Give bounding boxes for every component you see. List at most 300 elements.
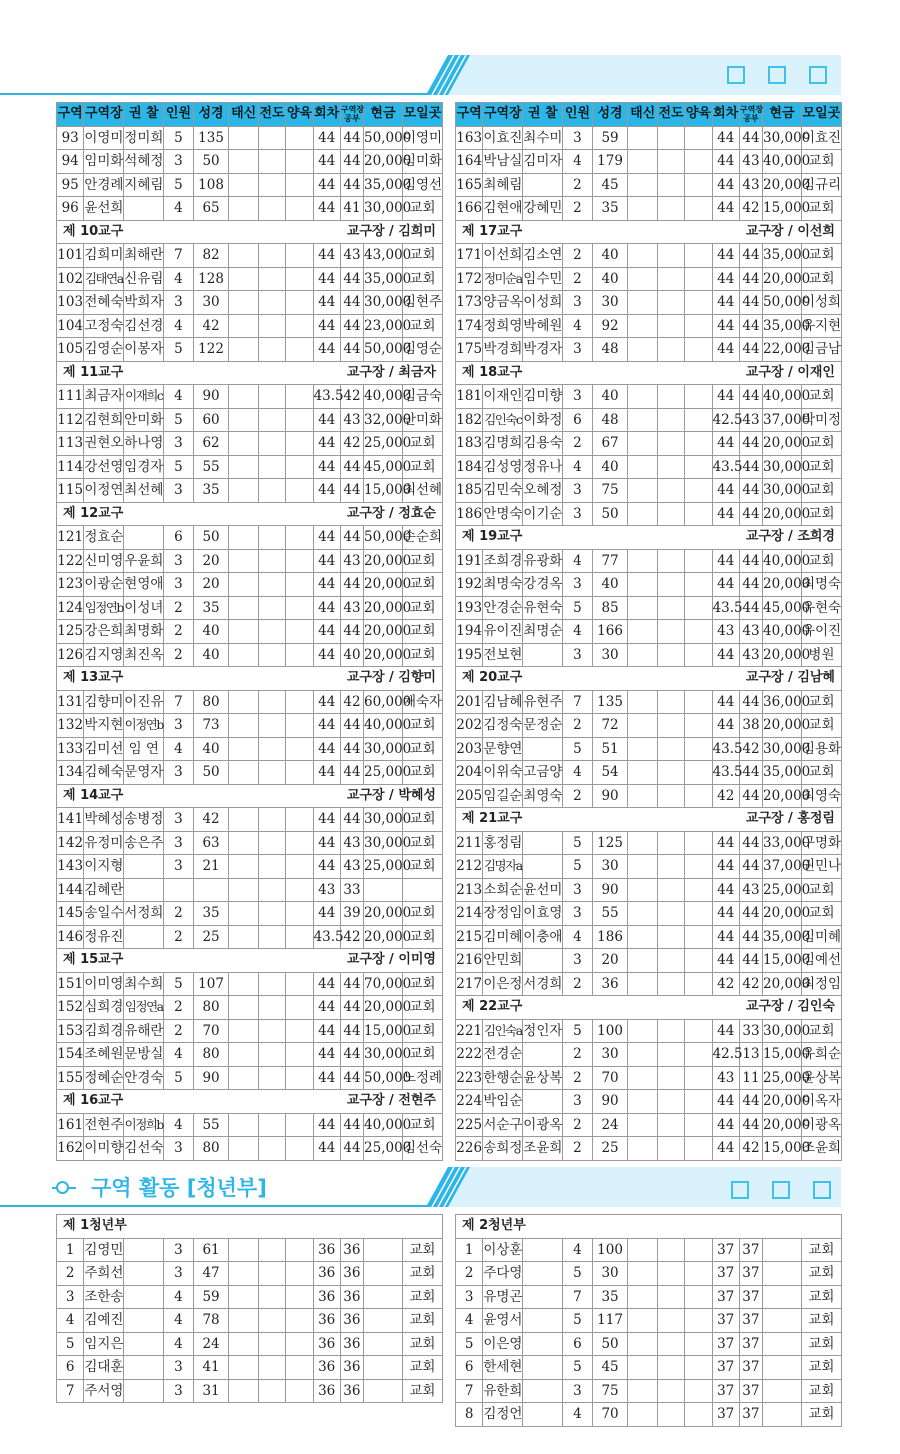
cell-members: 4 — [164, 197, 193, 221]
cell-offering: 20,000 — [364, 596, 403, 620]
cell-study: 44 — [739, 455, 762, 479]
section-row — [456, 526, 842, 550]
cell-district: 203 — [456, 737, 483, 761]
cell-leader: 소희순 — [483, 878, 523, 902]
cell-t — [229, 620, 258, 644]
cell-t — [229, 690, 258, 714]
cell-offering: 35,000 — [763, 761, 802, 785]
cell-leader: 박혜성 — [84, 808, 124, 832]
youth-right-column — [455, 1214, 842, 1427]
cell-t — [229, 1113, 258, 1137]
cell-leader: 김현희 — [84, 408, 124, 432]
cell-bible: 61 — [193, 1238, 229, 1262]
cell-study: 37 — [739, 1262, 762, 1286]
cell-venue: 교회 — [402, 1309, 442, 1333]
cell-offering: 40,000 — [364, 714, 403, 738]
cell-nurture — [685, 1066, 712, 1090]
cell-helper: 유현숙 — [523, 596, 563, 620]
cell-members: 3 — [563, 338, 592, 362]
table-row — [456, 714, 842, 738]
cell-district: 2 — [57, 1262, 84, 1286]
cell-leader: 김미선 — [84, 737, 124, 761]
cell-session: 44 — [313, 1066, 340, 1090]
cell-bible: 30 — [592, 1043, 628, 1067]
cell-t — [628, 714, 657, 738]
cell-t — [229, 173, 258, 197]
cell-district: 212 — [456, 855, 483, 879]
cell-offering: 30,000 — [364, 291, 403, 315]
cell-helper: 최수미 — [523, 126, 563, 150]
cell-leader: 주서영 — [84, 1379, 124, 1403]
cell-bible: 50 — [592, 502, 628, 526]
cell-helper: 이성희 — [523, 291, 563, 315]
cell-offering — [363, 1309, 402, 1333]
cell-bible: 117 — [592, 1309, 628, 1333]
cell-helper — [124, 1285, 164, 1309]
cell-session: 36 — [313, 1379, 340, 1403]
cell-session: 42 — [712, 784, 739, 808]
cell-members: 3 — [563, 902, 592, 926]
table-row — [57, 855, 443, 879]
cell-venue: 교회 — [402, 831, 442, 855]
right-column — [455, 102, 842, 1161]
table-row — [57, 1137, 443, 1161]
cell-helper — [124, 1332, 164, 1356]
cell-helper: 김소연 — [523, 244, 563, 268]
cell-offering: 20,000 — [763, 902, 802, 926]
cell-bible: 35 — [193, 479, 229, 503]
cell-district: 191 — [456, 549, 483, 573]
cell-session: 37 — [712, 1285, 739, 1309]
cell-leader: 유명곤 — [483, 1285, 523, 1309]
cell-bible: 70 — [193, 1019, 229, 1043]
cell-study: 42 — [340, 432, 363, 456]
cell-session: 44 — [712, 291, 739, 315]
cell-offering: 30,000 — [763, 455, 802, 479]
cell-bible: 90 — [193, 385, 229, 409]
table-row — [57, 761, 443, 785]
cell-helper: 안미화 — [124, 408, 164, 432]
cell-session: 44 — [712, 338, 739, 362]
cell-t — [229, 432, 258, 456]
cell-district: 113 — [57, 432, 84, 456]
cell-offering — [762, 1262, 801, 1286]
cell-nurture — [685, 1043, 712, 1067]
section-chief: 교구장 / 이선희 — [745, 223, 835, 239]
section-row — [57, 361, 443, 385]
cell-members: 3 — [563, 1379, 592, 1403]
cell-leader: 서순구 — [483, 1113, 523, 1137]
cell-leader: 한세현 — [483, 1356, 523, 1380]
cell-venue: 교회 — [801, 1238, 841, 1262]
cell-nurture — [685, 925, 712, 949]
cell-helper: 신유림 — [124, 267, 164, 291]
cell-district: 193 — [456, 596, 483, 620]
cell-bible: 21 — [193, 855, 229, 879]
cell-leader: 안민희 — [483, 949, 523, 973]
table-row — [57, 1332, 443, 1356]
cell-leader: 이은영 — [483, 1332, 523, 1356]
table-row — [456, 761, 842, 785]
cell-offering: 15,000 — [763, 949, 802, 973]
cell-venue: 교회 — [801, 267, 841, 291]
cell-district: 186 — [456, 502, 483, 526]
cell-leader: 박남실 — [483, 150, 523, 174]
cell-offering — [363, 1332, 402, 1356]
cell-district: 131 — [57, 690, 84, 714]
cell-leader: 김향미 — [84, 690, 124, 714]
cell-session: 42.5 — [712, 1043, 739, 1067]
cell-session: 43 — [712, 1066, 739, 1090]
cell-session: 44 — [712, 549, 739, 573]
cell-bible: 67 — [592, 432, 628, 456]
cell-leader: 강선영 — [84, 455, 124, 479]
cell-evangelism — [258, 408, 285, 432]
cell-helper: 이효영 — [523, 902, 563, 926]
section-row — [456, 1215, 842, 1239]
cell-leader: 정미순a — [483, 267, 523, 291]
cell-t — [628, 831, 657, 855]
cell-members: 3 — [563, 949, 592, 973]
cell-venue: 병원 — [801, 643, 841, 667]
cell-study: 43 — [739, 408, 762, 432]
cell-t — [229, 761, 258, 785]
cell-offering: 20,000 — [763, 173, 802, 197]
cell-offering: 20,000 — [763, 432, 802, 456]
cell-evangelism — [258, 1332, 285, 1356]
cell-evangelism — [258, 314, 285, 338]
cell-session: 43.5 — [712, 761, 739, 785]
cell-nurture — [685, 408, 712, 432]
cell-leader: 전경순 — [483, 1043, 523, 1067]
header-members: 인원 — [164, 103, 193, 127]
cell-t — [628, 1379, 657, 1403]
cell-bible: 59 — [592, 126, 628, 150]
cell-study: 44 — [340, 761, 363, 785]
cell-session: 43.5 — [712, 737, 739, 761]
cell-offering: 20,000 — [364, 996, 403, 1020]
cell-bible: 82 — [193, 244, 229, 268]
cell-t — [628, 338, 657, 362]
cell-session: 36 — [313, 1262, 340, 1286]
section-row — [57, 784, 443, 808]
cell-leader: 주다영 — [483, 1262, 523, 1286]
cell-study: 44 — [340, 338, 363, 362]
cell-evangelism — [258, 338, 285, 362]
cell-bible: 90 — [193, 1066, 229, 1090]
cell-venue: 김규리 — [801, 173, 841, 197]
cell-venue: 교회 — [402, 902, 442, 926]
cell-members: 4 — [563, 314, 592, 338]
table-row — [57, 1238, 443, 1262]
cell-evangelism — [657, 690, 684, 714]
cell-evangelism — [258, 1262, 285, 1286]
cell-leader: 전현주 — [84, 1113, 124, 1137]
cell-evangelism — [657, 596, 684, 620]
cell-offering: 30,000 — [763, 126, 802, 150]
cell-leader: 조혜원 — [84, 1043, 124, 1067]
cell-study: 44 — [340, 996, 363, 1020]
cell-offering — [762, 1309, 801, 1333]
cell-leader: 김미혜 — [483, 925, 523, 949]
cell-t — [229, 643, 258, 667]
cell-helper: 임정연a — [124, 996, 164, 1020]
cell-district: 174 — [456, 314, 483, 338]
cell-district: 93 — [57, 126, 84, 150]
cell-nurture — [685, 1332, 712, 1356]
square-icon — [727, 66, 745, 84]
cell-study: 44 — [739, 784, 762, 808]
table-row — [57, 549, 443, 573]
cell-bible: 24 — [592, 1113, 628, 1137]
cell-evangelism — [657, 1137, 684, 1161]
cell-venue: 교회 — [402, 573, 442, 597]
cell-leader: 이정연 — [84, 479, 124, 503]
cell-leader: 양금옥 — [483, 291, 523, 315]
cell-t — [628, 197, 657, 221]
cell-session: 44 — [313, 737, 340, 761]
cell-venue: 교회 — [801, 1356, 841, 1380]
cell-offering: 25,000 — [763, 878, 802, 902]
cell-evangelism — [657, 972, 684, 996]
table-row — [57, 1285, 443, 1309]
cell-bible: 30 — [592, 291, 628, 315]
cell-leader: 김민숙 — [483, 479, 523, 503]
cell-venue: 이광옥 — [801, 1113, 841, 1137]
cell-t — [628, 408, 657, 432]
cell-evangelism — [657, 291, 684, 315]
cell-offering — [762, 1403, 801, 1427]
cell-leader: 김희경 — [84, 1019, 124, 1043]
band-stripes — [420, 55, 480, 95]
cell-offering: 15,000 — [763, 1137, 802, 1161]
cell-members: 4 — [164, 267, 193, 291]
cell-offering: 30,000 — [364, 1043, 403, 1067]
cell-helper: 이충애 — [523, 925, 563, 949]
cell-t — [628, 855, 657, 879]
cell-study: 44 — [739, 126, 762, 150]
section-title — [57, 502, 443, 526]
cell-helper — [523, 1043, 563, 1067]
cell-members: 3 — [164, 479, 193, 503]
cell-nurture — [685, 573, 712, 597]
cell-district: 154 — [57, 1043, 84, 1067]
cell-offering: 35,000 — [763, 925, 802, 949]
cell-venue: 교회 — [402, 996, 442, 1020]
cell-venue: 채숙자 — [402, 690, 442, 714]
cell-district: 5 — [456, 1332, 483, 1356]
cell-nurture — [685, 1309, 712, 1333]
cell-offering: 35,000 — [364, 173, 403, 197]
bullet-icon — [56, 1181, 69, 1194]
cell-session: 44 — [313, 972, 340, 996]
cell-evangelism — [258, 455, 285, 479]
cell-helper: 윤선미 — [523, 878, 563, 902]
cell-t — [229, 385, 258, 409]
cell-offering: 30,000 — [364, 737, 403, 761]
cell-study: 44 — [739, 244, 762, 268]
cell-nurture — [685, 455, 712, 479]
section-row — [57, 502, 443, 526]
cell-study: 44 — [340, 173, 363, 197]
cell-t — [628, 314, 657, 338]
cell-district: 3 — [57, 1285, 84, 1309]
section-title — [456, 220, 842, 244]
cell-evangelism — [657, 1309, 684, 1333]
cell-t — [229, 808, 258, 832]
cell-session: 37 — [712, 1238, 739, 1262]
cell-bible: 35 — [592, 1285, 628, 1309]
cell-members: 6 — [563, 408, 592, 432]
cell-leader: 박지현 — [84, 714, 124, 738]
cell-venue: 김영순 — [402, 338, 442, 362]
cell-district: 7 — [57, 1379, 84, 1403]
cell-nurture — [685, 1403, 712, 1427]
cell-evangelism — [258, 1356, 285, 1380]
cell-t — [628, 620, 657, 644]
cell-session: 44 — [712, 902, 739, 926]
cell-t — [628, 1019, 657, 1043]
cell-bible: 60 — [193, 408, 229, 432]
cell-session: 44 — [712, 714, 739, 738]
youth-left-column — [56, 1214, 443, 1403]
section-chief: 교구장 / 이미영 — [346, 952, 436, 967]
cell-district: 134 — [57, 761, 84, 785]
cell-helper: 송은주 — [124, 831, 164, 855]
header-t: 태신 — [229, 103, 258, 127]
cell-study: 44 — [340, 620, 363, 644]
cell-session: 44 — [313, 150, 340, 174]
section-chief: 교구장 / 박혜성 — [346, 787, 436, 803]
cell-t — [628, 1238, 657, 1262]
cell-leader: 김정숙 — [483, 714, 523, 738]
cell-nurture — [286, 996, 313, 1020]
cell-evangelism — [657, 173, 684, 197]
cell-nurture — [286, 126, 313, 150]
cell-session: 44 — [313, 1137, 340, 1161]
cell-helper — [124, 1262, 164, 1286]
table-row — [57, 150, 443, 174]
section-name: 제 18교구 — [462, 364, 523, 380]
cell-offering: 25,000 — [364, 432, 403, 456]
cell-members: 6 — [164, 526, 193, 550]
cell-members: 2 — [164, 620, 193, 644]
cell-members: 4 — [563, 761, 592, 785]
cell-bible: 42 — [193, 808, 229, 832]
cell-venue: 교회 — [402, 761, 442, 785]
cell-members: 2 — [164, 596, 193, 620]
cell-offering: 15,000 — [364, 479, 403, 503]
cell-members: 5 — [563, 1019, 592, 1043]
cell-leader: 유이진 — [483, 620, 523, 644]
cell-venue: 교회 — [402, 244, 442, 268]
cell-session: 36 — [313, 1285, 340, 1309]
cell-study: 44 — [739, 925, 762, 949]
cell-study: 38 — [739, 714, 762, 738]
table-row — [57, 526, 443, 550]
cell-session: 44 — [712, 690, 739, 714]
cell-session: 44 — [712, 831, 739, 855]
cell-members: 2 — [563, 714, 592, 738]
cell-evangelism — [258, 1379, 285, 1403]
cell-venue: 교회 — [801, 150, 841, 174]
cell-evangelism — [657, 1332, 684, 1356]
cell-evangelism — [258, 714, 285, 738]
table-row — [57, 690, 443, 714]
cell-study: 44 — [739, 314, 762, 338]
header-leader: 구역장 — [483, 103, 523, 127]
cell-members: 2 — [563, 432, 592, 456]
cell-session: 44 — [712, 267, 739, 291]
cell-members: 7 — [563, 1285, 592, 1309]
cell-helper: 박혜원 — [523, 314, 563, 338]
cell-venue: 임미화 — [402, 150, 442, 174]
cell-leader: 이효진 — [483, 126, 523, 150]
section-chief: 교구장 / 김남혜 — [745, 670, 835, 685]
cell-evangelism — [258, 1238, 285, 1262]
table-row — [456, 1332, 842, 1356]
cell-offering — [363, 1379, 402, 1403]
square-icon — [731, 1181, 749, 1199]
cell-t — [229, 878, 258, 902]
cell-helper: 고금양 — [523, 761, 563, 785]
cell-helper: 최진옥 — [124, 643, 164, 667]
cell-members: 5 — [563, 1356, 592, 1380]
header-leader: 구역장 — [84, 103, 124, 127]
cell-session: 43 — [313, 878, 340, 902]
cell-evangelism — [657, 338, 684, 362]
table-row — [57, 972, 443, 996]
cell-session: 44 — [313, 314, 340, 338]
table-row — [57, 479, 443, 503]
cell-offering: 20,000 — [763, 1113, 802, 1137]
cell-evangelism — [657, 244, 684, 268]
cell-nurture — [685, 267, 712, 291]
youth-title — [56, 1172, 267, 1202]
cell-evangelism — [258, 925, 285, 949]
cell-t — [628, 267, 657, 291]
cell-study: 36 — [340, 1356, 363, 1380]
section-chief: 교구장 / 이재인 — [745, 364, 835, 380]
cell-helper: 문방실 — [124, 1043, 164, 1067]
table-row — [57, 291, 443, 315]
cell-session: 44 — [313, 996, 340, 1020]
cell-t — [229, 267, 258, 291]
cell-offering: 50,000 — [763, 291, 802, 315]
cell-t — [628, 949, 657, 973]
cell-members: 2 — [563, 244, 592, 268]
cell-venue: 최정임 — [801, 972, 841, 996]
cell-bible: 62 — [193, 432, 229, 456]
cell-members: 5 — [164, 173, 193, 197]
cell-offering: 40,000 — [763, 549, 802, 573]
cell-leader: 이상훈 — [483, 1238, 523, 1262]
cell-district: 201 — [456, 690, 483, 714]
cell-nurture — [286, 1285, 313, 1309]
cell-nurture — [286, 479, 313, 503]
cell-leader: 안경순 — [483, 596, 523, 620]
cell-session: 44 — [313, 831, 340, 855]
cell-offering: 20,000 — [364, 620, 403, 644]
cell-members: 2 — [563, 784, 592, 808]
cell-venue: 김용화 — [801, 737, 841, 761]
cell-helper: 이성녀 — [124, 596, 164, 620]
cell-session: 44 — [313, 197, 340, 221]
cell-venue: 교회 — [402, 1356, 442, 1380]
section-title — [57, 784, 443, 808]
cell-session: 44 — [313, 408, 340, 432]
cell-district: 205 — [456, 784, 483, 808]
